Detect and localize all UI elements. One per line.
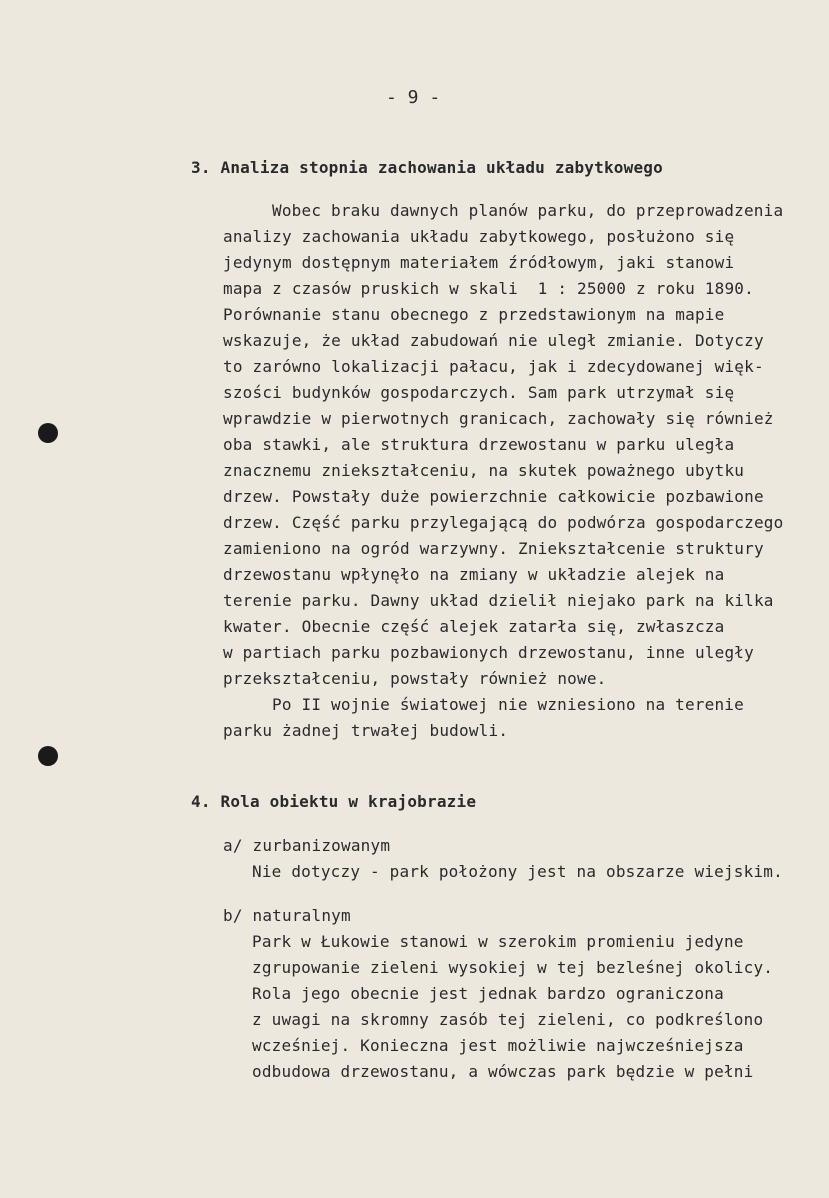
paragraph-line: terenie parku. Dawny układ dzielił niejako park na kilka [223,591,774,610]
subsection-b-line: wcześniej. Konieczna jest możliwie najwcześniejsza [252,1036,744,1055]
paragraph-line: wprawdzie w pierwotnych granicach, zachowały się również [223,409,774,428]
subsection-a-label: a/ zurbanizowanym [223,836,391,855]
paragraph-line: drzew. Powstały duże powierzchnie całkowicie pozbawione [223,487,764,506]
paragraph-line: to zarówno lokalizacji pałacu, jak i zdecydowanej więk- [223,357,764,376]
paragraph-line: mapa z czasów pruskich w skali 1 : 25000 z roku 1890. [223,279,754,298]
paragraph-line: jedynym dostępnym materiałem źródłowym, jaki stanowi [223,253,735,272]
paragraph-line: Porównanie stanu obecnego z przedstawionym na mapie [223,305,725,324]
paragraph-line: wskazuje, że układ zabudowań nie uległ zmianie. Dotyczy [223,331,764,350]
subsection-b-line: zgrupowanie zieleni wysokiej w tej bezleśnej okolicy. [252,958,774,977]
subsection-b-label: b/ naturalnym [223,906,351,925]
section-3-heading: 3. Analiza stopnia zachowania układu zabytkowego [191,158,663,177]
section-4-heading: 4. Rola obiektu w krajobrazie [191,792,477,811]
page-number: - 9 - [386,87,441,108]
paragraph-line: oba stawki, ale struktura drzewostanu w parku uległa [223,435,735,454]
punch-hole [38,423,58,443]
paragraph-line: szości budynków gospodarczych. Sam park utrzymał się [223,383,735,402]
paragraph-line: znacznemu zniekształceniu, na skutek poważnego ubytku [223,461,745,480]
subsection-b-line: z uwagi na skromny zasób tej zieleni, co podkreślono [252,1010,764,1029]
paragraph-line: zamieniono na ogród warzywny. Zniekształcenie struktury [223,539,764,558]
paragraph-line: drzew. Część parku przylegającą do podwórza gospodarczego [223,513,784,532]
paragraph-line: Po II wojnie światowej nie wzniesiono na terenie [272,695,744,714]
subsection-b-line: Rola jego obecnie jest jednak bardzo ograniczona [252,984,724,1003]
punch-hole [38,746,58,766]
paragraph-line: Wobec braku dawnych planów parku, do przeprowadzenia [272,201,784,220]
paragraph-line: przekształceniu, powstały również nowe. [223,669,607,688]
paragraph-line: analizy zachowania układu zabytkowego, posłużono się [223,227,735,246]
subsection-a-text: Nie dotyczy - park położony jest na obszarze wiejskim. [252,862,783,881]
subsection-b-line: Park w Łukowie stanowi w szerokim promieniu jedyne [252,932,744,951]
subsection-b-line: odbudowa drzewostanu, a wówczas park będzie w pełni [252,1062,754,1081]
paragraph-line: kwater. Obecnie część alejek zatarła się, zwłaszcza [223,617,725,636]
paragraph-line: w partiach parku pozbawionych drzewostanu, inne uległy [223,643,754,662]
paragraph-line: parku żadnej trwałej budowli. [223,721,509,740]
paragraph-line: drzewostanu wpłynęło na zmiany w układzie alejek na [223,565,725,584]
